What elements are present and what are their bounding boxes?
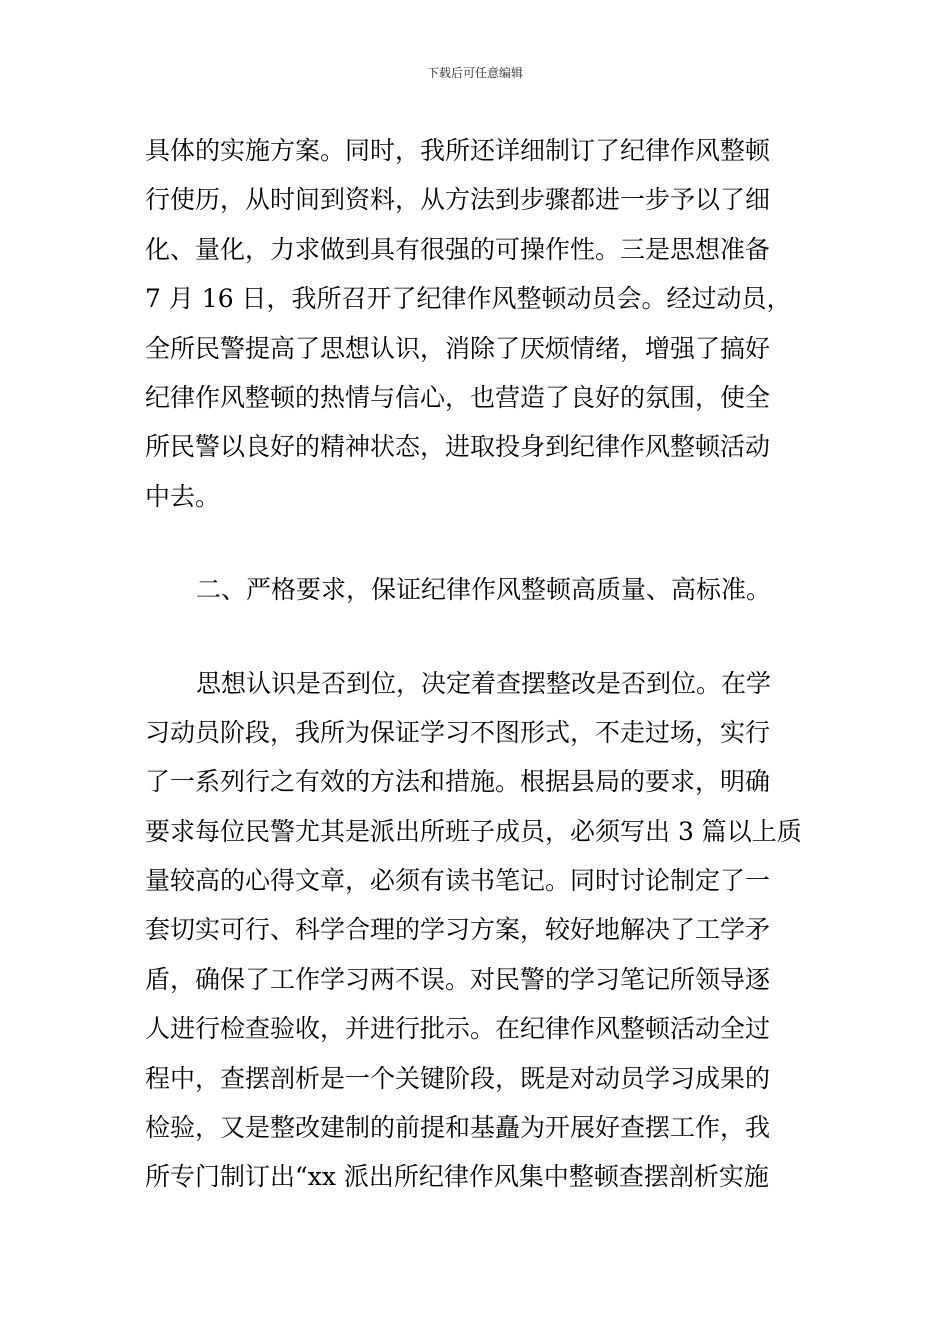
text-line: 盾，确保了工作学习两不误。对民警的学习笔记所领导逐 [145,964,771,994]
text-line: 量较高的心得文章，必须有读书笔记。同时讨论制定了一 [145,866,771,896]
text-line: 纪律作风整顿的热情与信心，也营造了良好的氛围，使全 [145,382,771,412]
text-line: 7 月 16 日，我所召开了纪律作风整顿动员会。经过动员， [145,284,792,314]
paragraph-3 [145,659,807,1202]
text-line: 检验，又是整改建制的前提和基矗为开展好查摆工作，我 [145,1113,771,1143]
section-heading-text: 二、严格要求，保证纪律作风整顿高质量、高标准。 [196,575,772,605]
text-line: 套切实可行、科学合理的学习方案，较好地解决了工学矛 [145,915,771,945]
text-line: 程中，查摆剖析是一个关键阶段，既是对动员学习成果的 [145,1063,771,1093]
text-line: 所专门制订出“xx 派出所纪律作风集中整顿查摆剖析实施 [145,1162,769,1192]
text-line: 了一系列行之有效的方法和措施。根据县局的要求，明确 [145,767,771,797]
text-line: 所民警以良好的精神状态，进取投身到纪律作风整顿活动 [145,432,771,462]
text-line: 人进行检查验收，并进行批示。在纪律作风整顿活动全过 [145,1014,771,1044]
text-line: 思想认识是否到位，决定着查摆整改是否到位。在学 [196,668,772,698]
page-header-note: 下载后可任意编辑 [426,66,523,80]
text-line: 具体的实施方案。同时，我所还详细制订了纪律作风整顿 [145,136,771,165]
paragraph-gap [145,615,807,659]
text-line: 全所民警提高了思想认识，消除了厌烦情绪，增强了搞好 [145,333,771,363]
text-line: 要求每位民警尤其是派出所班子成员，必须写出 3 篇以上质 [145,816,802,846]
paragraph-1 [145,126,807,521]
text-line: 习动员阶段，我所为保证学习不图形式，不走过场，实行 [145,717,771,747]
section-heading [145,565,807,614]
text-line: 化、量化，力求做到具有很强的可操作性。三是思想准备 [145,234,771,264]
text-line: 行使历，从时间到资料，从方法到步骤都进一步予以了细 [145,185,771,215]
document-body [145,126,807,1202]
paragraph-gap [145,521,807,565]
text-line: 中去。 [145,481,221,511]
